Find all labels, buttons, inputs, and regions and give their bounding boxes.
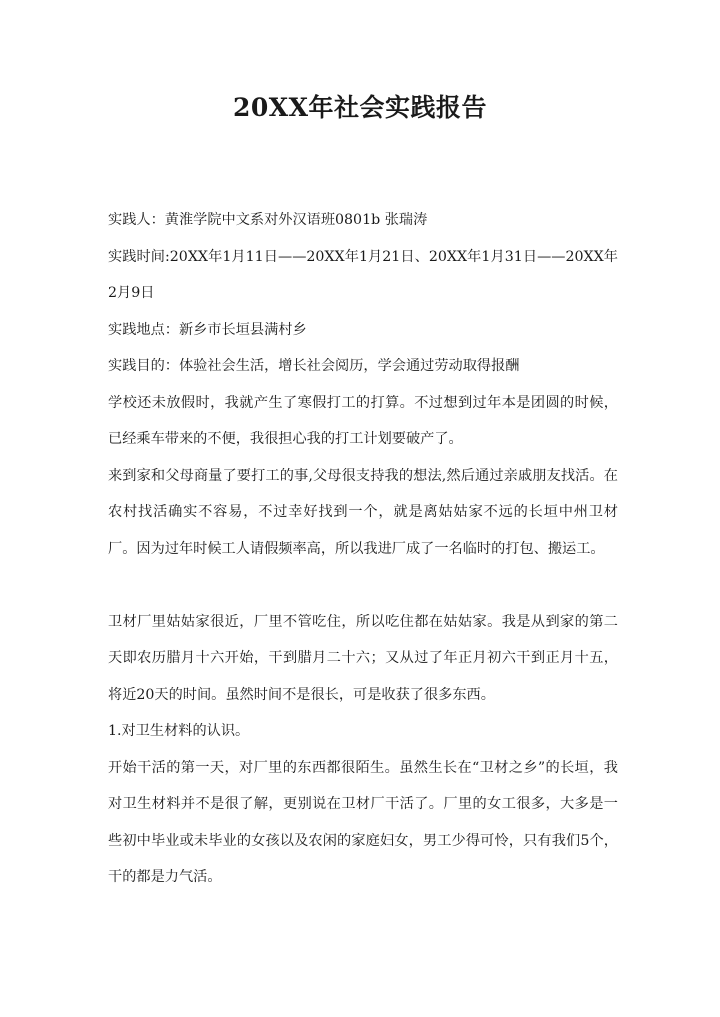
paragraph-location: 实践地点：新乡市长垣县满村乡 bbox=[108, 321, 307, 338]
document-title: 20XX年社会实践报告 bbox=[232, 93, 488, 122]
paragraph-job-search: 来到家和父母商量了要打工的事,父母很支持我的想法,然后通过亲戚朋友找活。在农村找活确实不容易，不过幸好找到一个，就是离姑姑家不远的长垣中州卫材厂。因为过年时候工人请假频率高，所以我进厂成了一名临时的打包、搬运工。 bbox=[108, 467, 618, 557]
paragraph-purpose: 实践目的：体验社会生活，增长社会阅历，学会通过劳动取得报酬 bbox=[108, 358, 520, 374]
paragraph-time: 实践时间:20XX年1月11日——20XX年1月21日、20XX年1月31日——20XX年2月9日 bbox=[108, 248, 618, 301]
section-heading-1: 1.对卫生材料的认识。 bbox=[108, 723, 250, 739]
paragraph-plan: 学校还未放假时，我就产生了寒假打工的打算。不过想到过年本是团圆的时候，已经乘车带来的不便，我很担心我的打工计划要破产了。 bbox=[108, 394, 618, 447]
paragraph-first-day: 开始干活的第一天，对厂里的东西都很陌生。虽然生长在“卫材之乡”的长垣，我对卫生材料并不是很了解，更别说在卫材厂干活了。厂里的女工很多，大多是一些初中毕业或未毕业的女孩以及农闲的家庭妇女，男工少得可怜，只有我们5个，干的都是力气活。 bbox=[108, 759, 618, 885]
document-body bbox=[108, 202, 618, 896]
paragraph-gap bbox=[108, 567, 618, 604]
paragraph-factory: 卫材厂里姑姑家很近，厂里不管吃住，所以吃住都在姑姑家。我是从到家的第二天即农历腊月十六开始，干到腊月二十六；又从过了年正月初六干到正月十五，将近20天的时间。虽然时间不是很长，可是收获了很多东西。 bbox=[108, 613, 618, 703]
paragraph-participant: 实践人：黄淮学院中文系对外汉语班0801b 张瑞涛 bbox=[108, 212, 428, 228]
